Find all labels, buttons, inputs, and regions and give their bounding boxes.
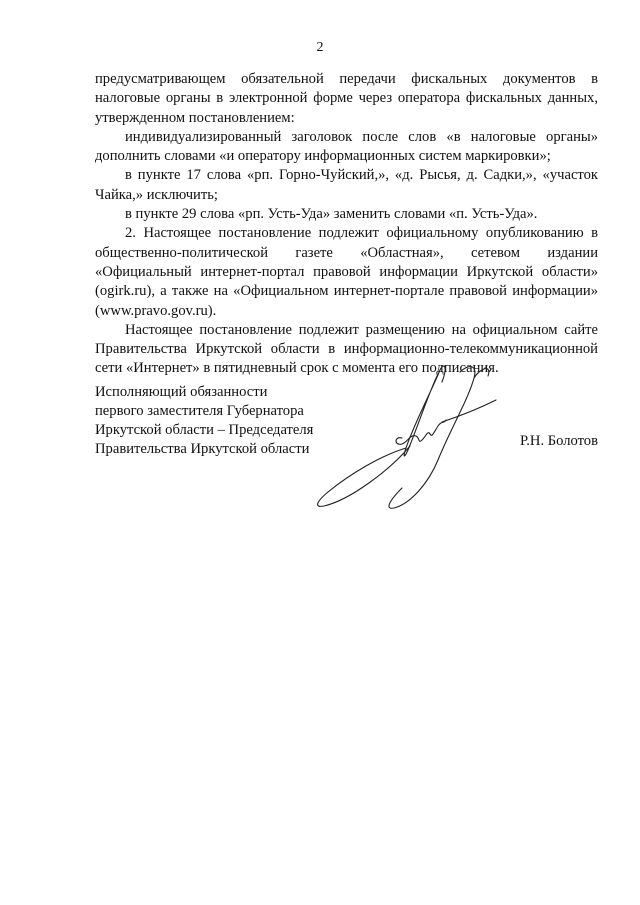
position-line: Правительства Иркутской области: [95, 441, 310, 457]
paragraph: индивидуализированный заголовок после слов «в налоговые органы» дополнить словами «и оператору информационных систем маркировки»;: [95, 128, 598, 165]
position-line: Исполняющий обязанности: [95, 384, 268, 400]
position-line: Иркутской области – Председателя: [95, 422, 314, 438]
paragraph: предусматривающем обязательной передачи фискальных документов в налоговые органы в электронной форме через оператора фискальных данных, утвержденном постановлением:: [95, 71, 598, 126]
position-line: первого заместителя Губернатора: [95, 403, 304, 419]
signatory-position: [95, 383, 340, 459]
paragraph: в пункте 29 слова «рп. Усть-Уда» заменить словами «п. Усть-Уда».: [125, 206, 538, 223]
paragraph: Настоящее постановление подлежит размещению на официальном сайте Правительства Иркутской области в информационно-телекоммуникационной сети «Интернет» в пятидневный срок с момента его подписания.: [95, 321, 598, 377]
page-number: 2: [316, 40, 324, 55]
handwritten-signature: [310, 360, 500, 510]
paragraph: в пункте 17 слова «рп. Горно-Чуйский,», «д. Рысья, д. Садки,», «участок Чайка,» исключить;: [95, 167, 598, 203]
document-body: [95, 70, 598, 379]
paragraph: 2. Настоящее постановление подлежит официальному опубликованию в общественно-политической газете «Областная», сетевом издании «Официальный интернет-портал правовой информации Иркутской области» (ogirk.ru), а также на «Официальном интернет-портале правовой информации» (www.pravo.gov.ru).: [95, 225, 598, 319]
signer-name: Р.Н. Болотов: [519, 433, 598, 449]
